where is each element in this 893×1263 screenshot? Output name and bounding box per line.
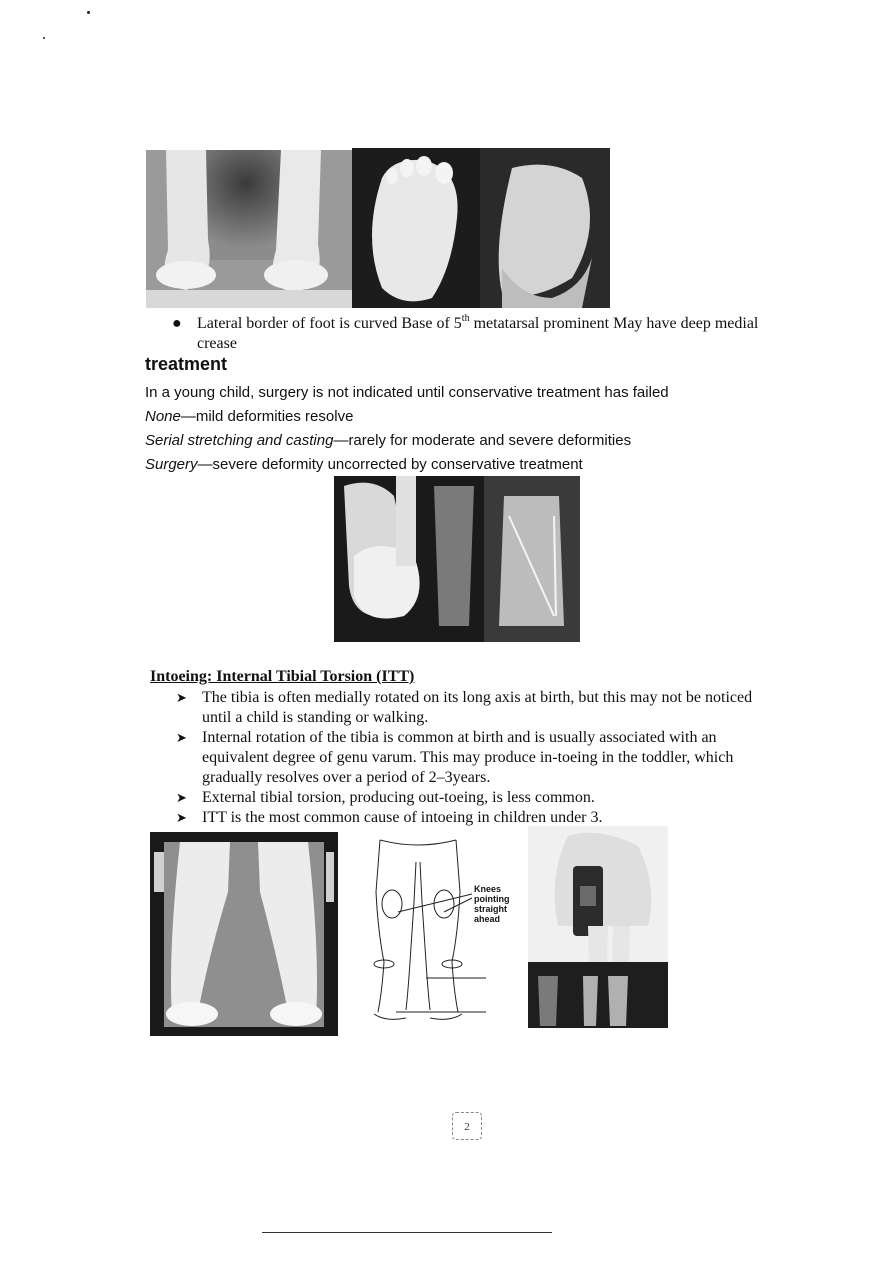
photo-toddler-standing — [528, 826, 668, 1028]
treatment-term: Surgery — [145, 456, 198, 473]
photo-feet-front — [146, 150, 352, 308]
treatment-item-surgery — [145, 456, 583, 474]
diagram-knees-pointing-ahead — [356, 832, 516, 1026]
treatment-heading: treatment — [145, 354, 228, 374]
scan-speck — [43, 37, 45, 39]
diagram-label-line-4: ahead — [474, 914, 501, 924]
diagram-label-line-2: pointing — [474, 894, 510, 904]
treatment-intro: In a young child, surgery is not indicated until conservative treatment has failed — [145, 384, 669, 401]
list-item — [176, 688, 766, 728]
list-item — [176, 728, 766, 788]
treatment-desc: —rarely for moderate and severe deformities — [333, 432, 632, 449]
diagram-label-line-1: Knees — [474, 884, 502, 894]
bullet-superscript: th — [461, 313, 470, 324]
list-item-text: Internal rotation of the tibia is common at birth and is usually associated with an equivalent degree of genu varum. This may produce in-toeing in the toddler, which gradually resolves over a period of 2–3years. — [202, 729, 734, 786]
footer-divider — [262, 1232, 552, 1233]
arrow-bullet-icon: ➤ — [176, 810, 187, 825]
list-item-text: ITT is the most common cause of intoeing in children under 3. — [202, 809, 603, 826]
page-number: 2 — [452, 1112, 482, 1140]
bullet-text-part2: metatarsal prominent May have deep medial crease — [197, 315, 759, 352]
photo-child-legs-intoeing — [150, 832, 338, 1036]
arrow-bullet-icon: ➤ — [176, 730, 187, 745]
list-item — [176, 808, 766, 828]
treatment-term: None — [145, 408, 181, 425]
scan-speck — [87, 11, 90, 14]
treatment-desc: —mild deformities resolve — [180, 408, 354, 425]
treatment-term: Serial stretching and casting — [145, 432, 334, 449]
arrow-bullet-icon: ➤ — [176, 690, 187, 705]
bullet-dot-icon: ● — [172, 315, 182, 332]
diagram-label-line-3: straight — [474, 904, 508, 914]
treatment-item-none — [145, 408, 353, 426]
list-item — [176, 788, 766, 808]
itt-points-list — [176, 688, 766, 828]
list-item-text: External tibial torsion, producing out-toeing, is less common. — [202, 789, 595, 806]
arrow-bullet-icon: ➤ — [176, 790, 187, 805]
bullet-text-part1: Lateral border of foot is curved Base of 5 — [197, 315, 462, 332]
foot-description-bullet — [172, 314, 772, 354]
photo-feet-sole-and-side — [352, 148, 610, 308]
treatment-item-casting — [145, 432, 631, 450]
list-item-text: The tibia is often medially rotated on its long axis at birth, but this may not be noticed until a child is standing or walking. — [202, 689, 753, 726]
photo-serial-casting — [334, 476, 580, 642]
itt-heading: Intoeing: Internal Tibial Torsion (ITT) — [150, 668, 415, 685]
treatment-desc: —severe deformity uncorrected by conservative treatment — [197, 456, 583, 473]
bullet-text — [172, 314, 772, 354]
